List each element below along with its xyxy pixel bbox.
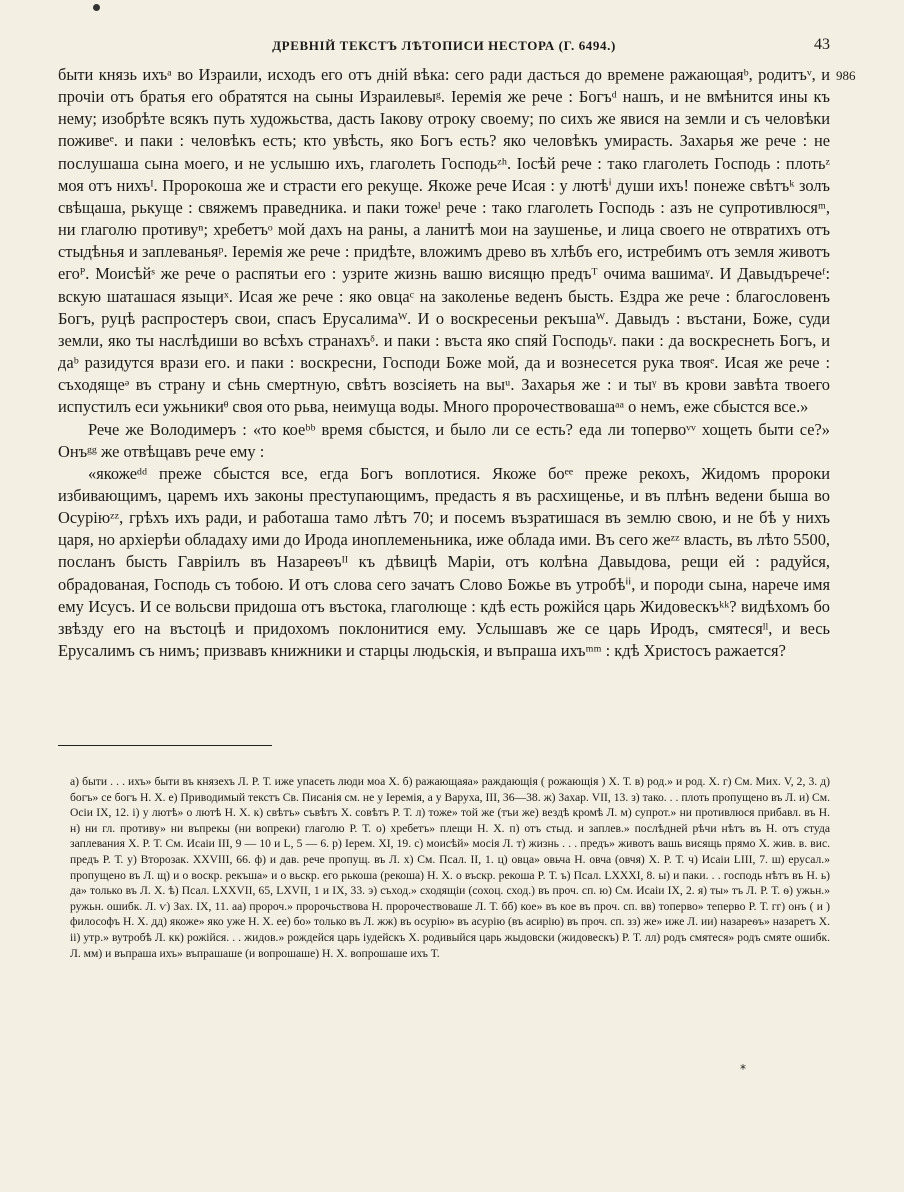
running-head: ДРЕВНІЙ ТЕКСТЪ ЛѢТОПИСИ НЕСТОРА (Г. 6494.) (272, 38, 616, 53)
end-asterisk-mark: * (740, 1062, 746, 1076)
footnote-separator (58, 745, 272, 746)
paragraph-1: быти князь ихъᵃ во Израили, исходъ его отъ дній вѣка: сего ради дасться до времене ражающаяᵇ, родитъᵛ, и прочіи отъ братья его обратятся на сыны Израилевыᵍ. Іеремія же рече : Богъᵈ нашъ, и не вмѣнится ины къ нему; изобрѣте всякъ путь художьства, дасть Іакову отроку своему; по сихъ же явися на земли и съ человѣки поживеᵉ. и паки : человѣкъ есть; кто увѣсть, яко Богъ есть? яко человѣкъ умирасть. Захарья же рече : не послушаша сына моего, и не услышю ихъ, глаголеть Господьᶻʰ. Іосѣй рече : тако глаголеть Господь : плотьᶻ моя отъ нихъᴵ. Пророкоша же и страсти его рекуще. Якоже рече Исая : у лютѣⁱ души ихъ! понеже свѣтъᵏ золъ свѣщаша, рькуще : свяжемъ праведника. и паки тожеˡ рече : тако глаголеть Господь : азъ не супротивлюсяᵐ, ни глаголю противуⁿ; хребетъᵒ мой дахъ на раны, а ланитѣ мои на заушенье, и лица своего не отвратихъ отъ стыдѣнья и заплеваньяᵖ. Іеремія же рече : придѣте, вложимъ древо въ хлѣбъ его, истребимъ отъ земля животъ егоᴾ. Моисѣйˢ же рече о распятьи его : узрите жизнь вашю висящю предъᵀ очима вашимаᵞ. И Давыдъречеᶠ: вскую шаташася языциˣ. Исая же рече : яко овцаᶜ на заколенье веденъ бысть. Ездра же рече : благословенъ Богъ, руцѣ распростеръ свои, спасъ Ерусалимаᵂ. И о воскресеньи рекъшаᵂ. Давыдъ : въстани, Боже, суди земли, яко ты наслѣдиши во всѣхъ странахъᵟ. и паки : въста яко спяй Господьᵞ. паки : да воскреснеть Богъ, и даᵇ разидутся врази его. и паки : воскресни, Господи Боже мой, да и вознесется рука твояᵉ. Исая же рече : съходящеᵊ въ страну и сѣнь смертную, свѣтъ возсіяеть на выᵘ. Захарья же : и тыᵞ въ крови завѣта твоего испустилъ еси ужьникиᶿ своя ото рьва, неимуща воды. Много пророчествовашаᵃᵃ о немъ, еже сбыстся все.» (58, 65, 830, 417)
page-header (58, 36, 830, 56)
main-text (58, 64, 830, 662)
margin-year-note: 986 (836, 68, 856, 83)
paragraph-2: Рече же Володимеръ : «то коеᵇᵇ время сбыстся, и было ли се есть? еда ли топервоᵛᵛ хощеть быти се?» Онъᵍᵍ же отвѣщавъ рече ему : (58, 419, 830, 461)
printer-dot-mark (93, 4, 100, 11)
paragraph-3: «якожеᵈᵈ преже сбыстся все, егда Богъ воплотися. Якоже боᵉᵉ преже рекохъ, Жидомъ пророки избивающимъ, царемъ ихъ законы преступающимъ, предасть я въ расхищенье, и въ плѣнъ ведени быша во Осуріюᶻᶻ, грѣхъ ихъ ради, и работаша тамо лѣтъ 70; и посемъ възратишася въ землю свою, и не бѣ у нихъ царя, но архіерѣи обладаху ими до Ирода иноплеменьника, иже облада ими. Въ сего жеᶻᶻ власть, въ лѣто 5500, посланъ бысть Гавріилъ въ Назареѳъᴵᴵ къ дѣвицѣ Маріи, отъ колѣна Давыдова, рещи ей : радуйся, обрадованая, Господь съ тобою. И отъ слова сего зачатъ Слово Божье въ утробѣⁱⁱ, и породи сына, нарече имя ему Исусъ. И се вольсви придоша отъ въстока, глаголюще : кдѣ есть рожійся царь Жидовескъᵏᵏ? видѣхомъ бо звѣзду его на въстоцѣ и придохомъ поклонитися ему. Услышавъ же се царь Иродъ, смятесяˡˡ, и весь Ерусалимъ съ нимъ; призвавъ книжники и старцы людьскія, и въпраша ихъᵐᵐ : кдѣ Христосъ ражается? (58, 463, 830, 661)
footnotes (70, 774, 830, 961)
footnotes-text: а) быти . . . ихъ» быти въ князехъ Л. Р. Т. иже упасеть люди моа Х. б) ражающаяа» раждающія ( рожающія ) Х. Т. в) род.» и род. Х. г) См. Мих. V, 2, 3. д) богъ» се богъ Н. Х. е) Приводимый текстъ Св. Писанія см. не у Іеремія, а у Варуха, III, 36—38. ж) Захар. VII, 13. з) тако. . . плоть пропущено въ Л. и) См. Осіи IX, 12. і) у лютѣ» о лютѣ Н. Х. к) свѣтъ» съвѣтъ Х. совѣтъ Р. Т. л) тоже» той же (тъи же) вездѣ кромѣ Л. м) супрот.» ни противлюся прибавл. въ Н. н) ни гл. противу» ни въпрекы (ни вопреки) глаголю Р. Т. о) хребетъ» плещи Н. Х. п) отъ стыд. и заплев.» послѣдней рѣчи нѣтъ въ Н. отъ студа заплевания Х. Р. Т. См. Исаіи III, 9 — 10 и L, 5 — 6. р) Iерем. XI, 19. с) моисѣй» мосія Л. т) жизнь . . . предъ» животъ вашь висящь прямо Х. жив. в. вис. предъ Р. Т. у) Второзак. XXVIII, 66. ф) и дав. рече пропущ. въ Л. х) См. Псал. II, 1. ц) овца» овьча Н. овча (овчя) Х. Р. Т. ч) Исаіи LIII, 7. ш) ерусал.» пропущено въ Л. щ) и о воскр. рекъша» и о вьскр. его рькоша (рекоша) Н. Х. о въскр. рекоша Р. Т. ъ) Псал. LXXXI, 8. ы) и паки. . . господь нѣтъ въ Н. ь) да» только въ Л. Х. ѣ) Псал. LXXVII, 65, LXVII, 1 и IX, 33. э) съход.» сходящіи (сохоц. сход.) въ проч. сп. ю) См. Исаіи IX, 2. я) ты» тъ Л. Р. Т. ѳ) ужьн.» ружьн. ошибк. Л. ѵ) Зах. IX, 11. аа) пророч.» пророчьствова Н. пророчествоваше Л. Т. бб) кое» въ кое въ проч. сп. вв) топерво» теперво Р. Т. гг) онъ ( и ) философъ Н. Х. дд) якоже» яко уже Н. Х. ее) бо» только въ Л. жж) въ осурію» въ асурію (въ асирію) въ проч. сп. зз) же» иже Л. ии) назареѳъ» назаретъ Х. іі) утр.» вутробѣ Л. кк) рожійся. . . жидов.» рождейся царь іудейскъ Х. родивыйся царь жыдовски (жидовескъ) Р. Т. лл) родъ смятеся» родъ смяте ошибк. Л. мм) и въпраша ихъ» въпрашаше (и вопрошаше) Н. Х. вопрошаше ихъ Т. (70, 775, 830, 960)
page-number: 43 (814, 36, 830, 53)
